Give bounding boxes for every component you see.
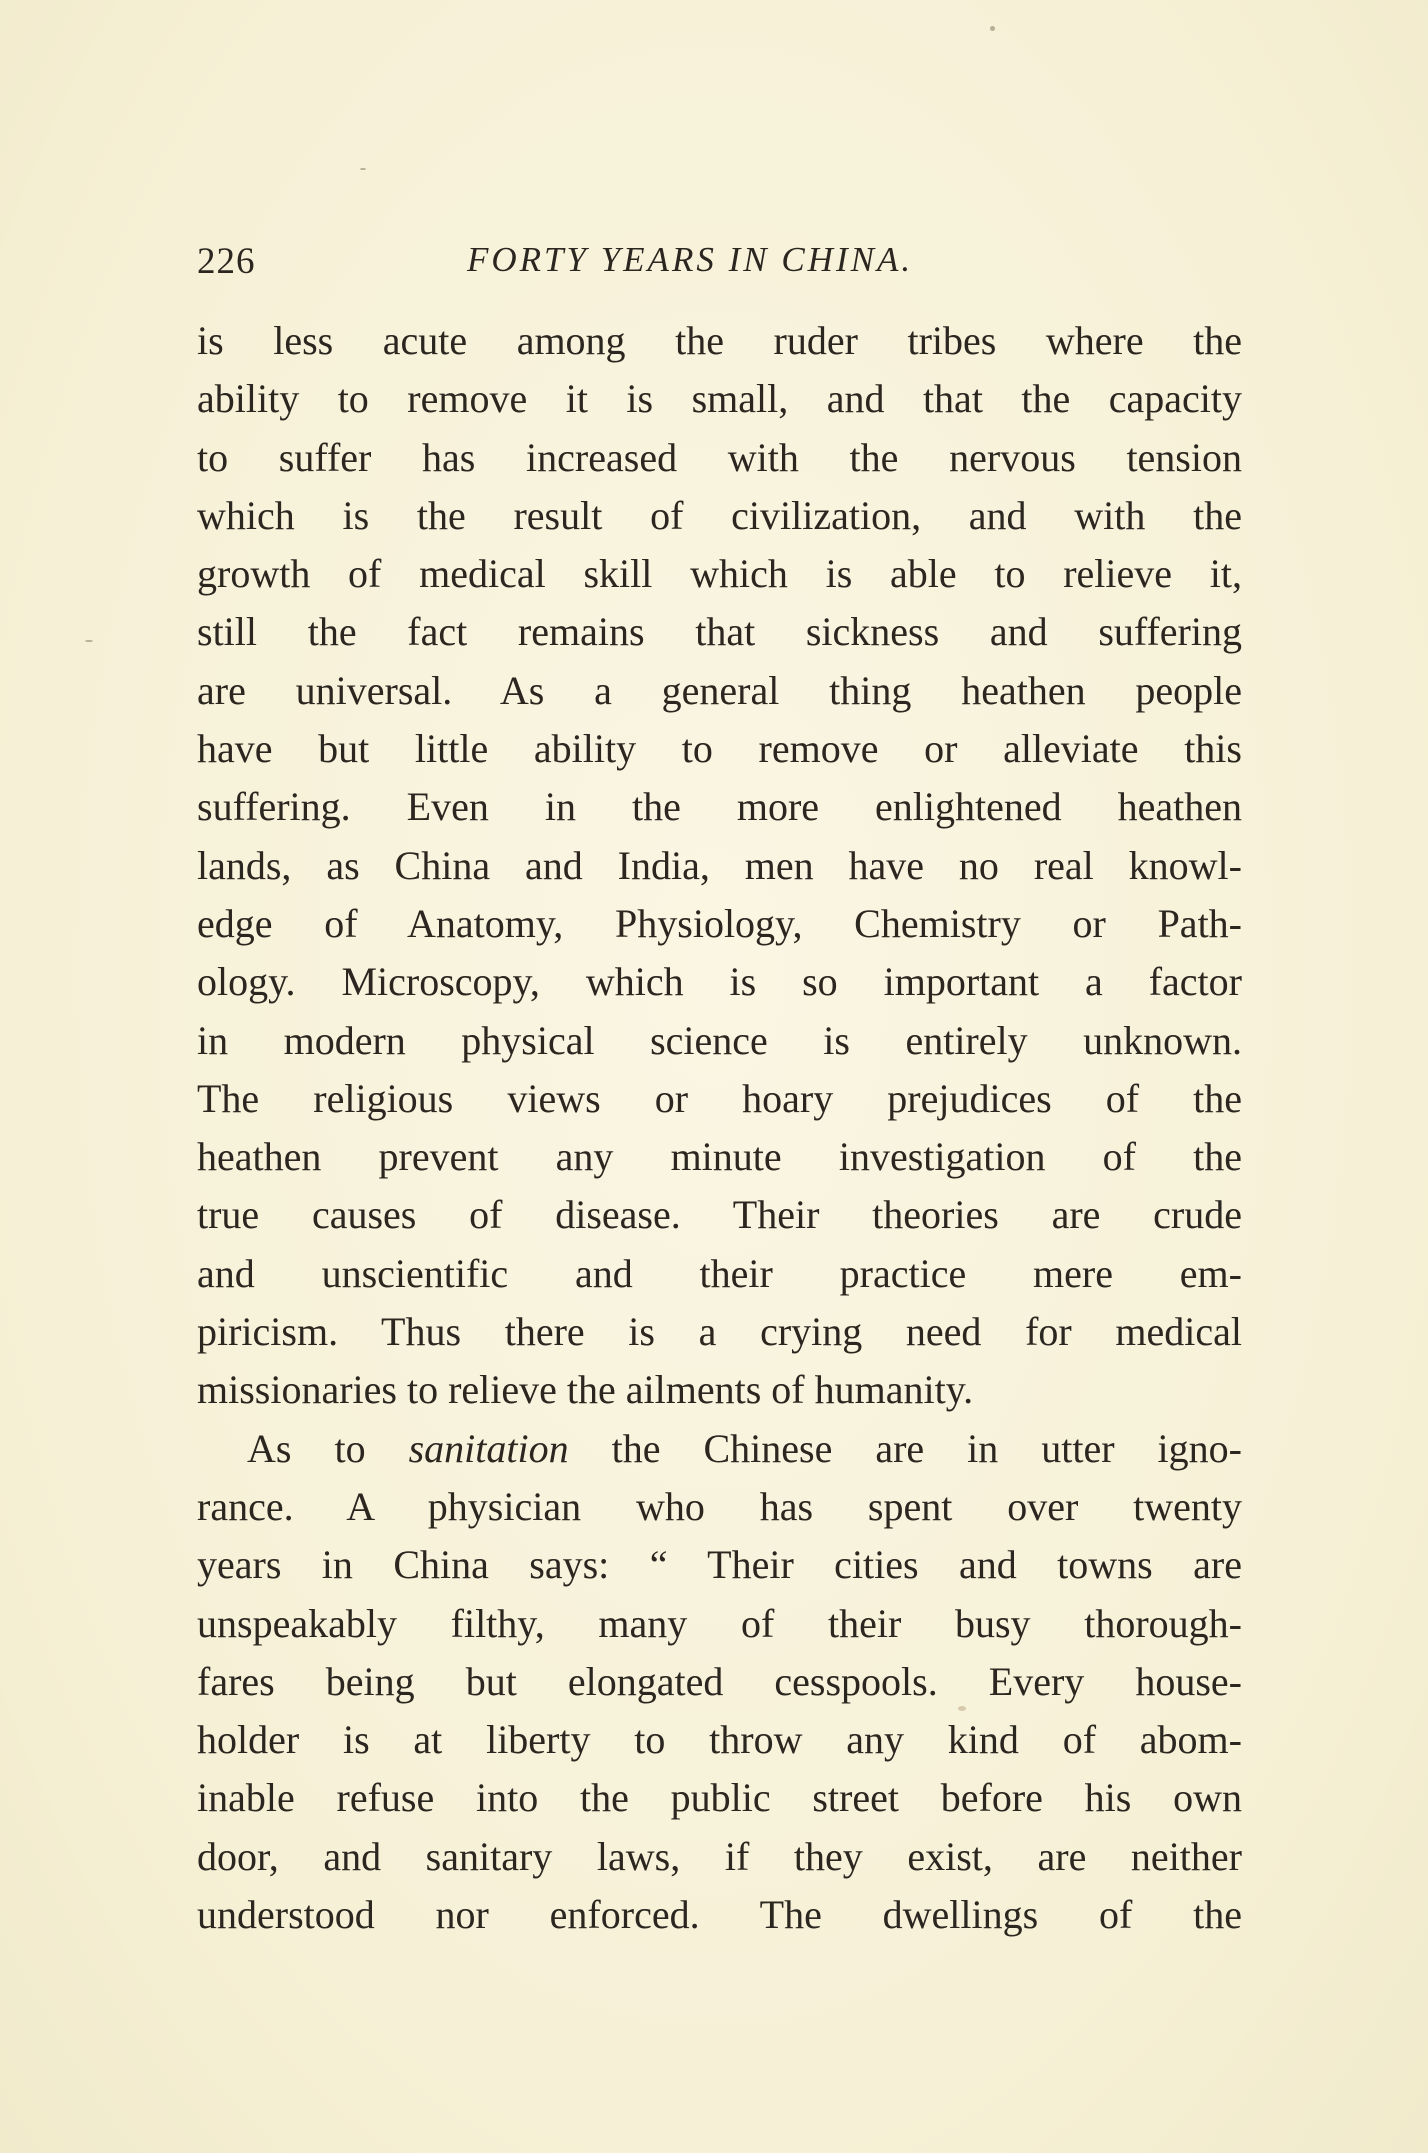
page-number: 226: [197, 241, 256, 282]
paper-speck: [990, 26, 995, 31]
text-run: the Chinese are in utter igno-: [568, 1425, 1242, 1471]
text-line: understood nor enforced. The dwellings of the: [197, 1892, 1242, 1938]
text-run: As to: [247, 1425, 409, 1471]
text-line: is less acute among the ruder tribes where the: [197, 318, 1242, 363]
text-line: ology. Microscopy, which is so important a factor: [197, 959, 1242, 1005]
text-line: and unscientific and their practice mere em-: [197, 1250, 1242, 1296]
text-line: edge of Anatomy, Physiology, Chemistry or Path-: [197, 900, 1242, 946]
text-line: to suffer has increased with the nervous tension: [197, 434, 1242, 480]
text-line: heathen prevent any minute investigation of the: [197, 1134, 1242, 1180]
paragraph-end-line: missionaries to relieve the ailments of humanity.: [197, 1367, 974, 1413]
text-line: piricism. Thus there is a crying need for medical: [197, 1309, 1242, 1355]
text-line: in modern physical science is entirely unknown.: [197, 1017, 1242, 1063]
body-text: [197, 312, 1242, 1944]
text-line: holder is at liberty to throw any kind of abom-: [197, 1717, 1242, 1763]
text-line: have but little ability to remove or alleviate this: [197, 726, 1242, 772]
italic-term: sanitation: [408, 1425, 569, 1471]
text-line: inable refuse into the public street before his own: [197, 1775, 1242, 1821]
text-line: which is the result of civilization, and with the: [197, 492, 1242, 538]
text-line: The religious views or hoary prejudices of the: [197, 1075, 1242, 1121]
text-line: true causes of disease. Their theories are crude: [197, 1192, 1242, 1238]
paper-speck: [85, 640, 93, 642]
page-header: [197, 240, 1242, 292]
paper-speck: [360, 168, 366, 170]
text-line: fares being but elongated cesspools. Every house-: [197, 1658, 1242, 1704]
text-line: lands, as China and India, men have no real knowl-: [197, 842, 1242, 888]
text-line: are universal. As a general thing heathen people: [197, 667, 1242, 713]
text-line: rance. A physician who has spent over twenty: [197, 1483, 1242, 1529]
text-line: door, and sanitary laws, if they exist, are neither: [197, 1833, 1242, 1879]
text-line: unspeakably filthy, many of their busy thorough-: [197, 1600, 1242, 1646]
text-line: growth of medical skill which is able to relieve it,: [197, 551, 1242, 597]
text-line: years in China says: “ Their cities and towns are: [197, 1542, 1242, 1588]
paragraph-start-line: [197, 1420, 1242, 1478]
text-line: suffering. Even in the more enlightened heathen: [197, 784, 1242, 830]
text-line: still the fact remains that sickness and suffering: [197, 609, 1242, 655]
running-title: FORTY YEARS IN CHINA.: [467, 240, 914, 279]
text-line: ability to remove it is small, and that the capacity: [197, 376, 1242, 422]
